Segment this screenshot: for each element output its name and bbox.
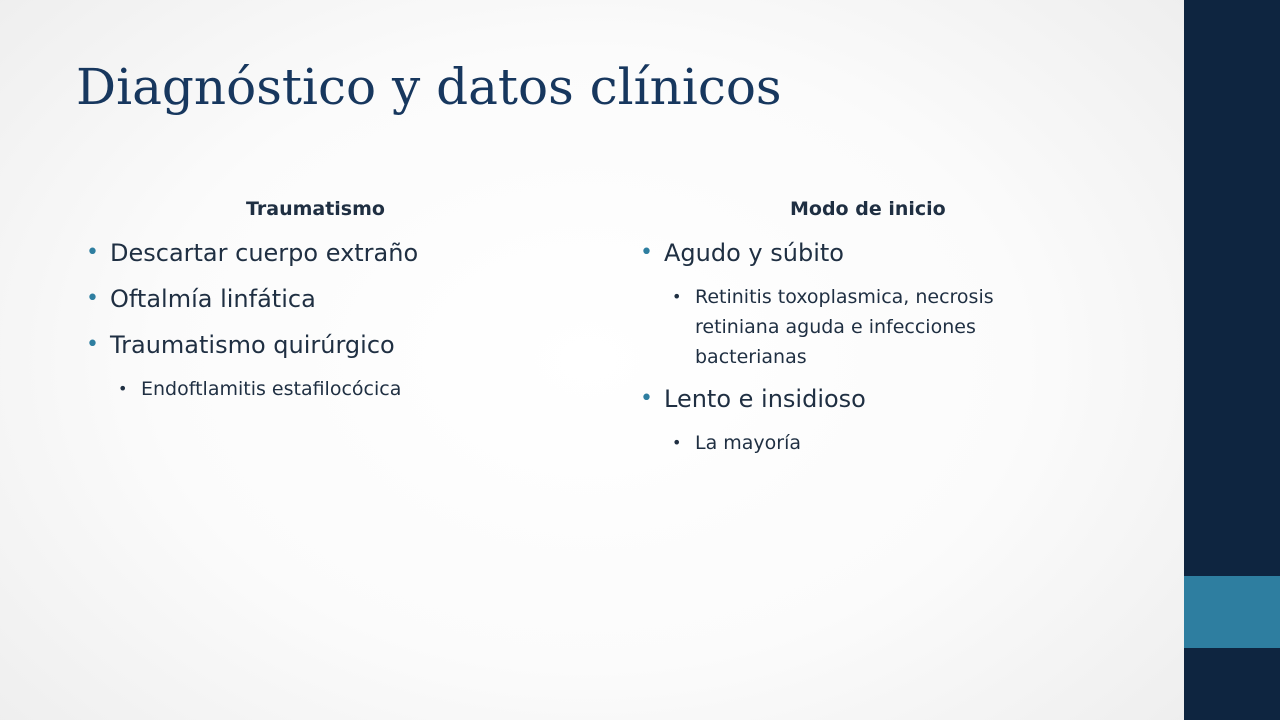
bullet-item: • Lento e insidioso <box>640 382 1080 416</box>
sub-bullet-item: • La mayoría <box>672 428 1080 458</box>
bullet-item: • Traumatismo quirúrgico <box>86 328 556 362</box>
left-bullet-list <box>86 236 556 414</box>
sub-bullet-item: • Endoftlamitis estafilocócica <box>118 374 556 404</box>
bullet-item: • Descartar cuerpo extraño <box>86 236 556 270</box>
right-column-heading: Modo de inicio <box>790 198 946 220</box>
sub-bullet-item: • Retinitis toxoplasmica, necrosis retiniana aguda e infecciones bacterianas <box>672 282 1080 372</box>
slide-title: Diagnóstico y datos clínicos <box>76 58 782 116</box>
right-bullet-list <box>640 236 1080 468</box>
side-bar-accent <box>1184 576 1280 648</box>
bullet-item: • Agudo y súbito <box>640 236 1080 270</box>
left-column-heading: Traumatismo <box>246 198 385 220</box>
bullet-item: • Oftalmía linfática <box>86 282 556 316</box>
